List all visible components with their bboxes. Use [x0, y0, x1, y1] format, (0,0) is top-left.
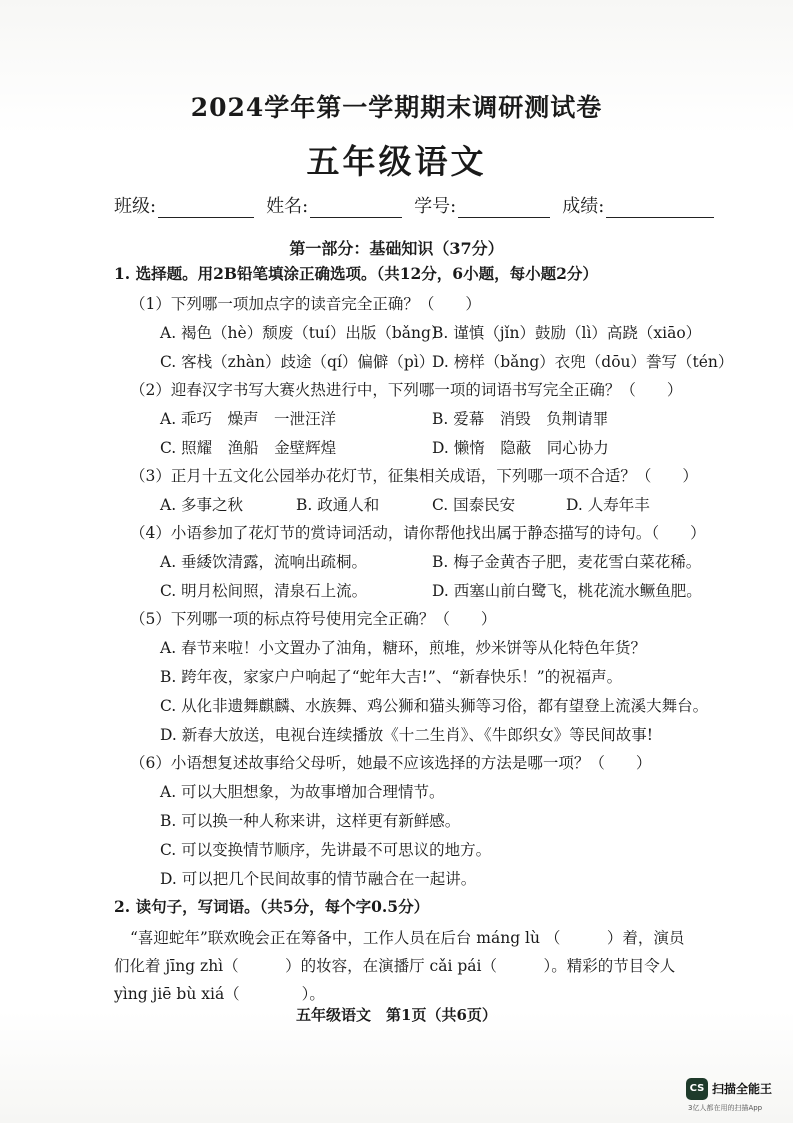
class-blank: [158, 199, 254, 218]
camscanner-logo-icon: CS: [686, 1078, 708, 1100]
score-field: [562, 192, 714, 218]
q1-4-stem: （4）小语参加了花灯节的赏诗词活动，请你帮他找出属于静态描写的诗句。（ ）: [130, 524, 706, 542]
number-label: 学号:: [414, 196, 457, 217]
q1-6-option-c: C. 可以变换情节顺序，先讲最不可思议的地方。: [160, 841, 492, 859]
q1-1-option-a: A. 褐色（hè）颓废（tuí）出版（bǎng）: [160, 324, 447, 342]
q1-stem: 1. 选择题。用2B铅笔填涂正确选项。（共12分，6小题，每小题2分）: [114, 264, 598, 283]
q1-3-option-a: A. 多事之秋: [160, 496, 244, 514]
number-blank: [458, 199, 550, 218]
q1-5-option-a: A. 春节来啦！小文置办了油角，糖环，煎堆，炒米饼等从化特色年货？: [160, 639, 647, 657]
score-blank: [606, 199, 714, 218]
name-blank: [310, 199, 402, 218]
scanner-watermark: [686, 1076, 793, 1116]
subject-title: 五年级语文: [306, 142, 487, 181]
q1-1-stem: （1）下列哪一项加点字的读音完全正确？（ ）: [130, 295, 481, 313]
q1-5-option-c: C. 从化非遗舞麒麟、水族舞、鸡公狮和猫头狮等习俗，都有望登上流溪大舞台。: [160, 697, 709, 715]
q1-4-option-c: C. 明月松间照，清泉石上流。: [160, 582, 368, 600]
q1-6-option-b: B. 可以换一种人称来讲，这样更有新鲜感。: [160, 812, 461, 830]
q2-stem: 2. 读句子，写词语。（共5分，每个字0.5分）: [114, 897, 430, 916]
q1-1-option-b: B. 谨慎（jǐn）鼓励（lì）高跷（xiāo）: [432, 324, 702, 342]
q1-2-option-b: B. 爱幕 消毁 负荆请罪: [432, 410, 609, 428]
q1-5-stem: （5）下列哪一项的标点符号使用完全正确？（ ）: [130, 610, 497, 628]
q1-4-option-b: B. 梅子金黄杏子肥，麦花雪白菜花稀。: [432, 553, 702, 571]
q1-5-option-b: B. 跨年夜，家家户户响起了“蛇年大吉!”、“新春快乐！”的祝福声。: [160, 668, 623, 686]
q1-4-option-a: A. 垂緌饮清露，流响出疏桐。: [160, 553, 368, 571]
score-label: 成绩:: [562, 196, 605, 217]
number-field: [414, 192, 550, 218]
q2-line-2: 们化着 jīng zhì（ ）的妆容，在演播厅 cǎi pái（ ）。精彩的节目令人: [114, 957, 676, 975]
exam-title: 2024学年第一学期期末调研测试卷: [190, 93, 603, 122]
page-footer: 五年级语文 第1页（共6页）: [296, 1006, 497, 1024]
watermark-name: 扫描全能王: [712, 1082, 773, 1096]
name-field: [266, 192, 402, 218]
q1-3-option-d: D. 人寿年丰: [566, 496, 650, 514]
q1-2-option-d: D. 懒惰 隐蔽 同心协力: [432, 439, 609, 457]
q1-2-stem: （2）迎春汉字书写大赛火热进行中，下列哪一项的词语书写完全正确？（ ）: [130, 381, 683, 399]
class-field: [114, 192, 254, 218]
q1-2-option-c: C. 照耀 渔船 金壁辉煌: [160, 439, 337, 457]
student-info-row: [114, 192, 714, 218]
watermark-tagline: 3亿人都在用的扫描App: [688, 1104, 763, 1112]
part1-title: 第一部分：基础知识（37分）: [289, 239, 504, 258]
q1-6-stem: （6）小语想复述故事给父母听，她最不应该选择的方法是哪一项？（ ）: [130, 754, 652, 772]
q1-3-option-c: C. 国泰民安: [432, 496, 516, 514]
q1-4-option-d: D. 西塞山前白鹭飞，桃花流水鳜鱼肥。: [432, 582, 702, 600]
q1-3-stem: （3）正月十五文化公园举办花灯节，征集相关成语，下列哪一项不合适？（ ）: [130, 467, 698, 485]
q1-1-option-d: D. 榜样（bǎng）衣兜（dōu）誊写（tén）: [432, 353, 734, 371]
q1-5-option-d: D. 新春大放送，电视台连续播放《十二生肖》、《牛郎织女》等民间故事!: [160, 726, 653, 744]
q2-line-3: yìng jiē bù xiá（ ）。: [114, 985, 325, 1003]
q1-6-option-a: A. 可以大胆想象，为故事增加合理情节。: [160, 783, 445, 801]
q1-1-option-c: C. 客栈（zhàn）歧途（qí）偏僻（pì）: [160, 353, 435, 371]
q1-3-option-b: B. 政通人和: [296, 496, 380, 514]
q1-2-option-a: A. 乖巧 燥声 一泄汪洋: [160, 410, 337, 428]
name-label: 姓名:: [266, 196, 309, 217]
class-label: 班级:: [114, 196, 157, 217]
q2-line-1: “喜迎蛇年”联欢晚会正在筹备中，工作人员在后台 máng lù （ ）着，演员: [130, 929, 685, 947]
q1-6-option-d: D. 可以把几个民间故事的情节融合在一起讲。: [160, 870, 477, 888]
